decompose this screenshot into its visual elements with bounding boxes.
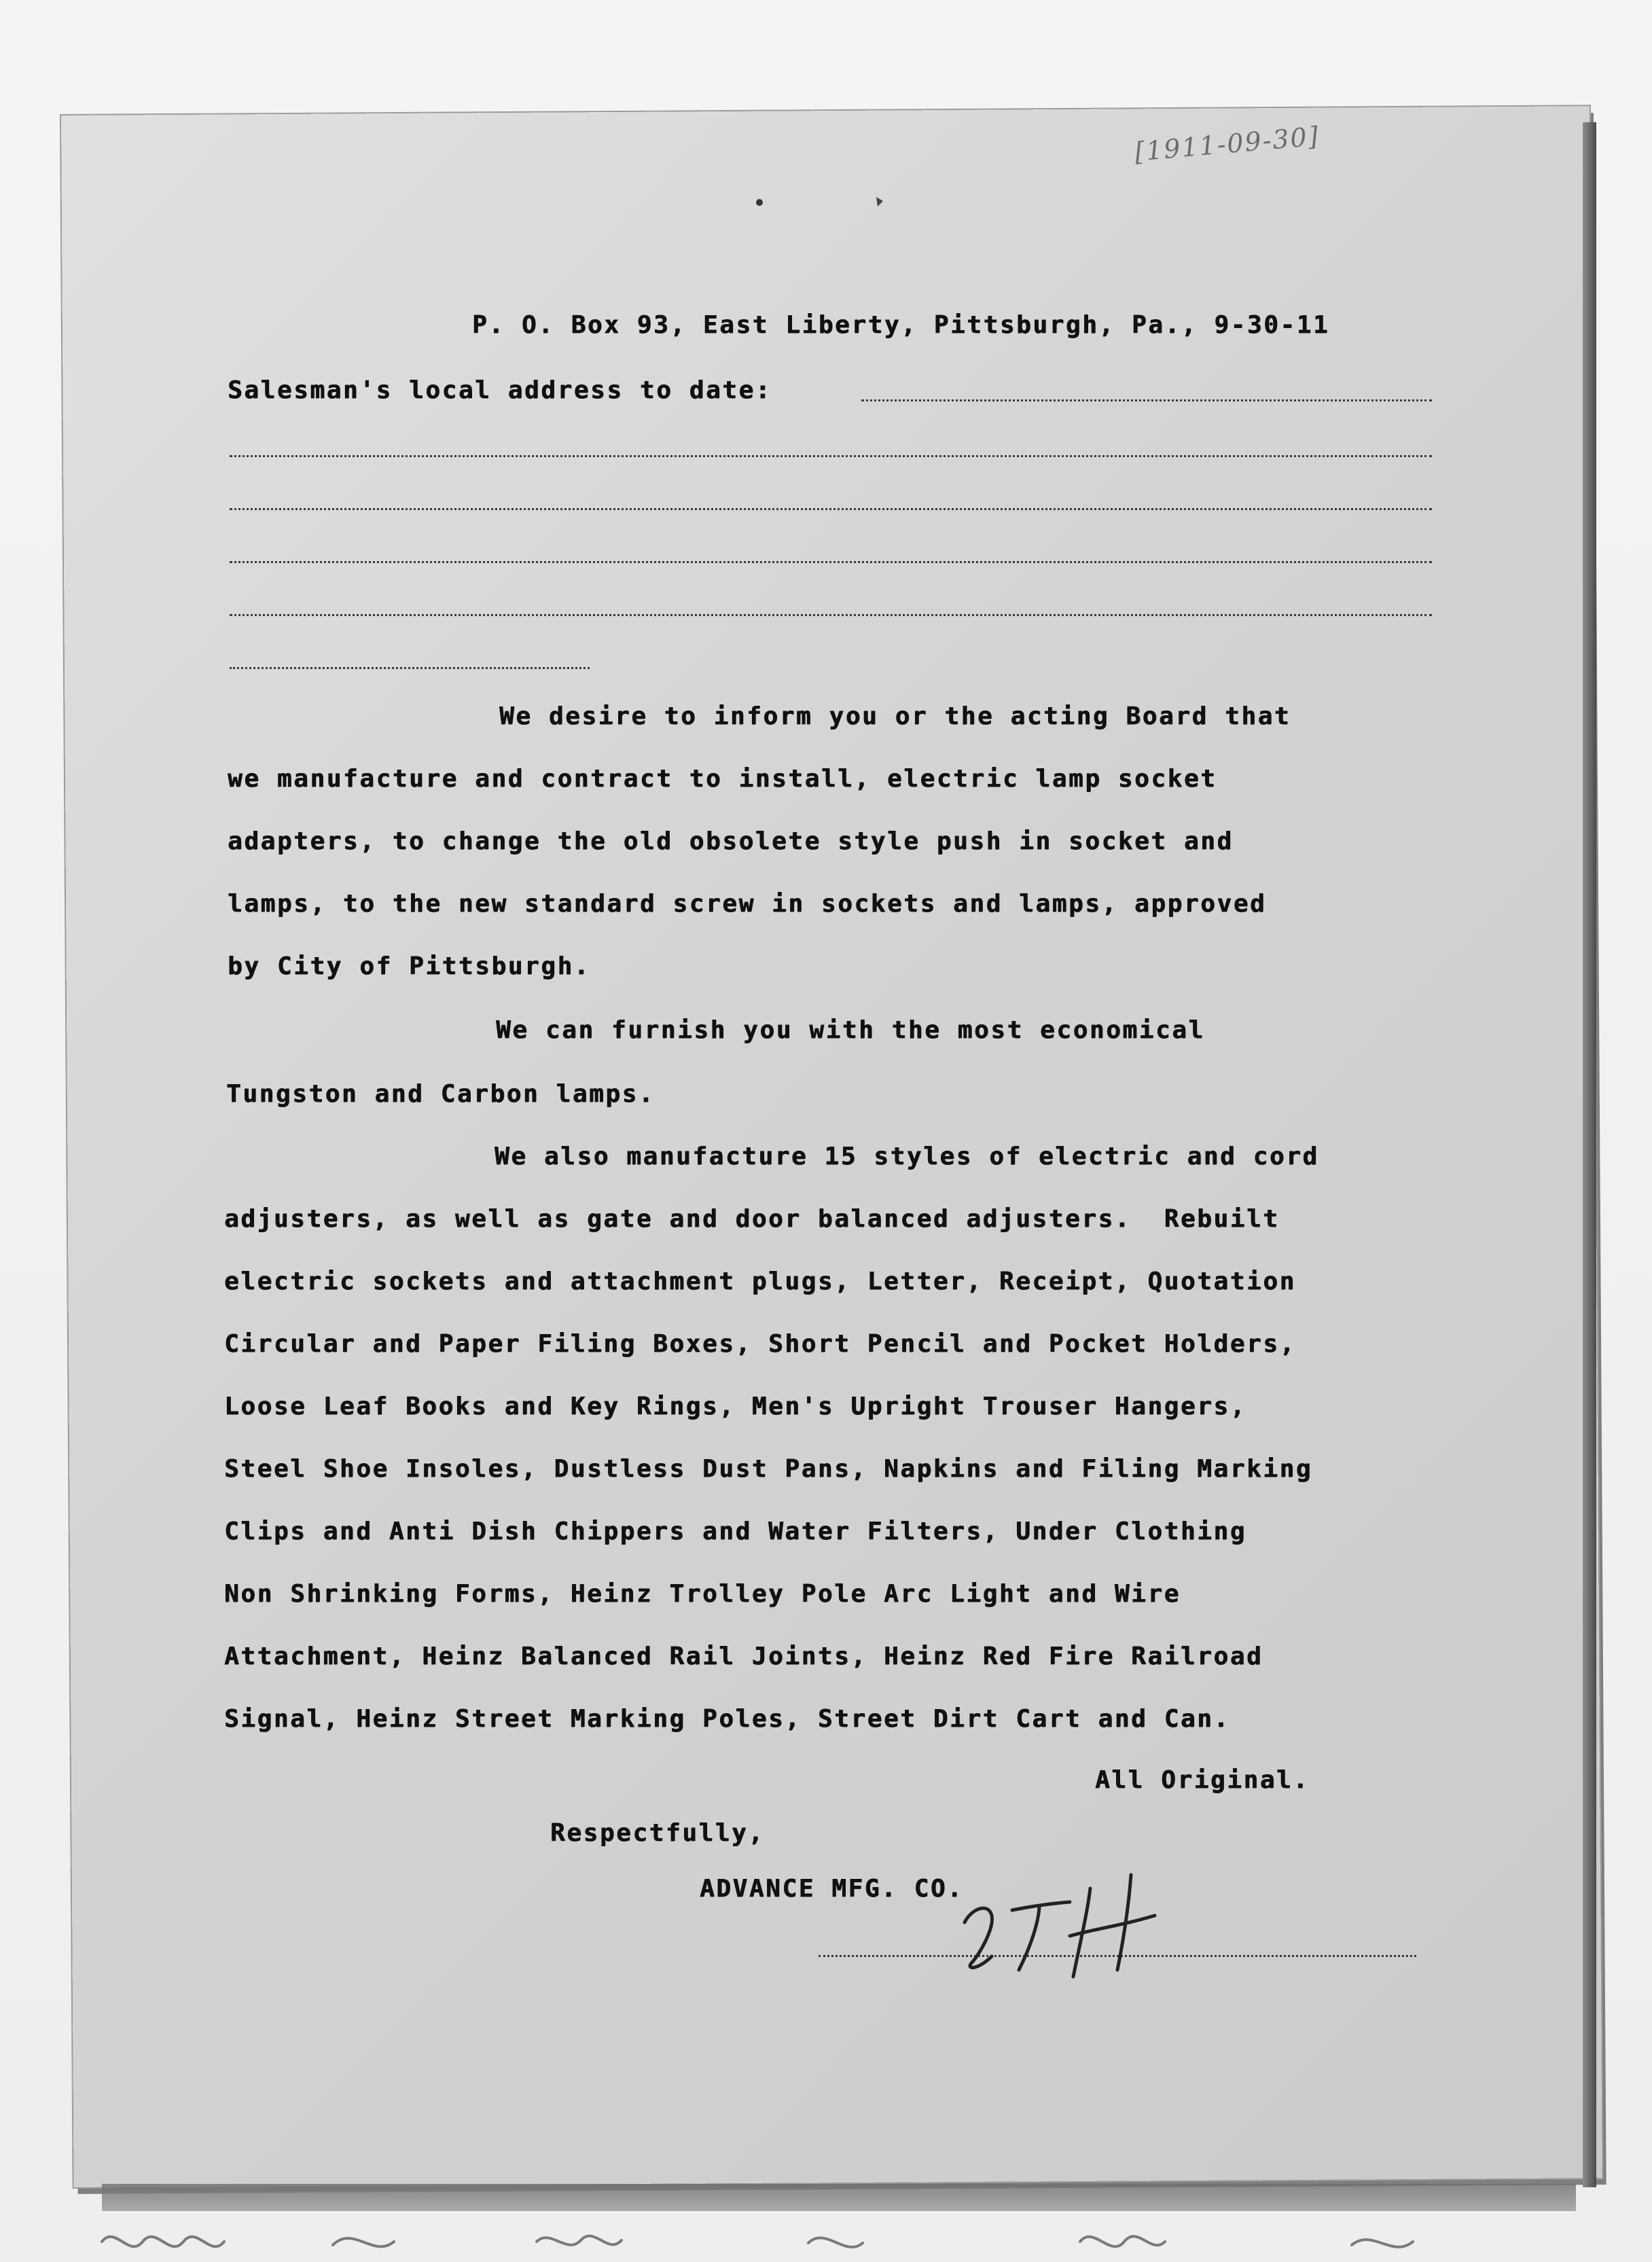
address-fill-line-2 <box>230 455 1432 457</box>
paragraph3-line: adjusters, as well as gate and door balanced adjusters. Rebuilt <box>224 1205 1280 1233</box>
page-edge-shadow <box>1583 122 1596 2187</box>
address-fill-line-1 <box>861 399 1432 401</box>
paragraph3-line: Loose Leaf Books and Key Rings, Men's Upright Trouser Hangers, <box>224 1393 1246 1420</box>
paragraph3-line: Non Shrinking Forms, Heinz Trolley Pole Arc Light and Wire <box>224 1580 1181 1608</box>
all-original-note: All Original. <box>1095 1766 1310 1794</box>
paragraph1-line: by City of Pittsburgh. <box>228 952 591 980</box>
handwritten-signature <box>951 1861 1168 1983</box>
page-bottom-shadow <box>102 2184 1576 2211</box>
bottom-margin-scrawl <box>61 2214 1590 2262</box>
salesman-label: Salesman's local address to date: <box>228 376 772 404</box>
address-line: P. O. Box 93, East Liberty, Pittsburgh, Pa., 9-30-11 <box>472 311 1330 339</box>
paragraph3-line: electric sockets and attachment plugs, Letter, Receipt, Quotation <box>224 1268 1296 1295</box>
address-fill-line-5 <box>230 614 1432 616</box>
address-fill-line-4 <box>230 561 1432 563</box>
paragraph1-line: adapters, to change the old obsolete style push in socket and <box>228 827 1234 855</box>
punch-marks <box>747 192 897 212</box>
paragraph3-line: Circular and Paper Filing Boxes, Short Pencil and Pocket Holders, <box>224 1330 1296 1358</box>
paragraph2-line: Tungston and Carbon lamps. <box>226 1080 656 1108</box>
paragraph3-line: We also manufacture 15 styles of electric and cord <box>495 1143 1319 1170</box>
paragraph3-line: Attachment, Heinz Balanced Rail Joints, Heinz Red Fire Railroad <box>224 1642 1263 1670</box>
paragraph3-line: Steel Shoe Insoles, Dustless Dust Pans, Napkins and Filing Marking <box>224 1455 1313 1483</box>
paragraph1-line: We desire to inform you or the acting Board that <box>499 702 1291 730</box>
closing-respectfully: Respectfully, <box>550 1819 765 1847</box>
company-name: ADVANCE MFG. CO. <box>700 1875 964 1903</box>
address-fill-line-3 <box>230 508 1432 510</box>
paragraph1-line: lamps, to the new standard screw in sockets and lamps, approved <box>228 890 1267 918</box>
paragraph2-line: We can furnish you with the most economical <box>496 1016 1205 1044</box>
paragraph3-line: Clips and Anti Dish Chippers and Water Filters, Under Clothing <box>224 1518 1246 1545</box>
paragraph3-line: Signal, Heinz Street Marking Poles, Street Dirt Cart and Can. <box>224 1705 1230 1733</box>
archival-corner-note: [1911-09-30] <box>1133 121 1321 167</box>
paragraph1-line: we manufacture and contract to install, electric lamp socket <box>228 765 1217 793</box>
address-fill-line-6 <box>230 667 590 669</box>
